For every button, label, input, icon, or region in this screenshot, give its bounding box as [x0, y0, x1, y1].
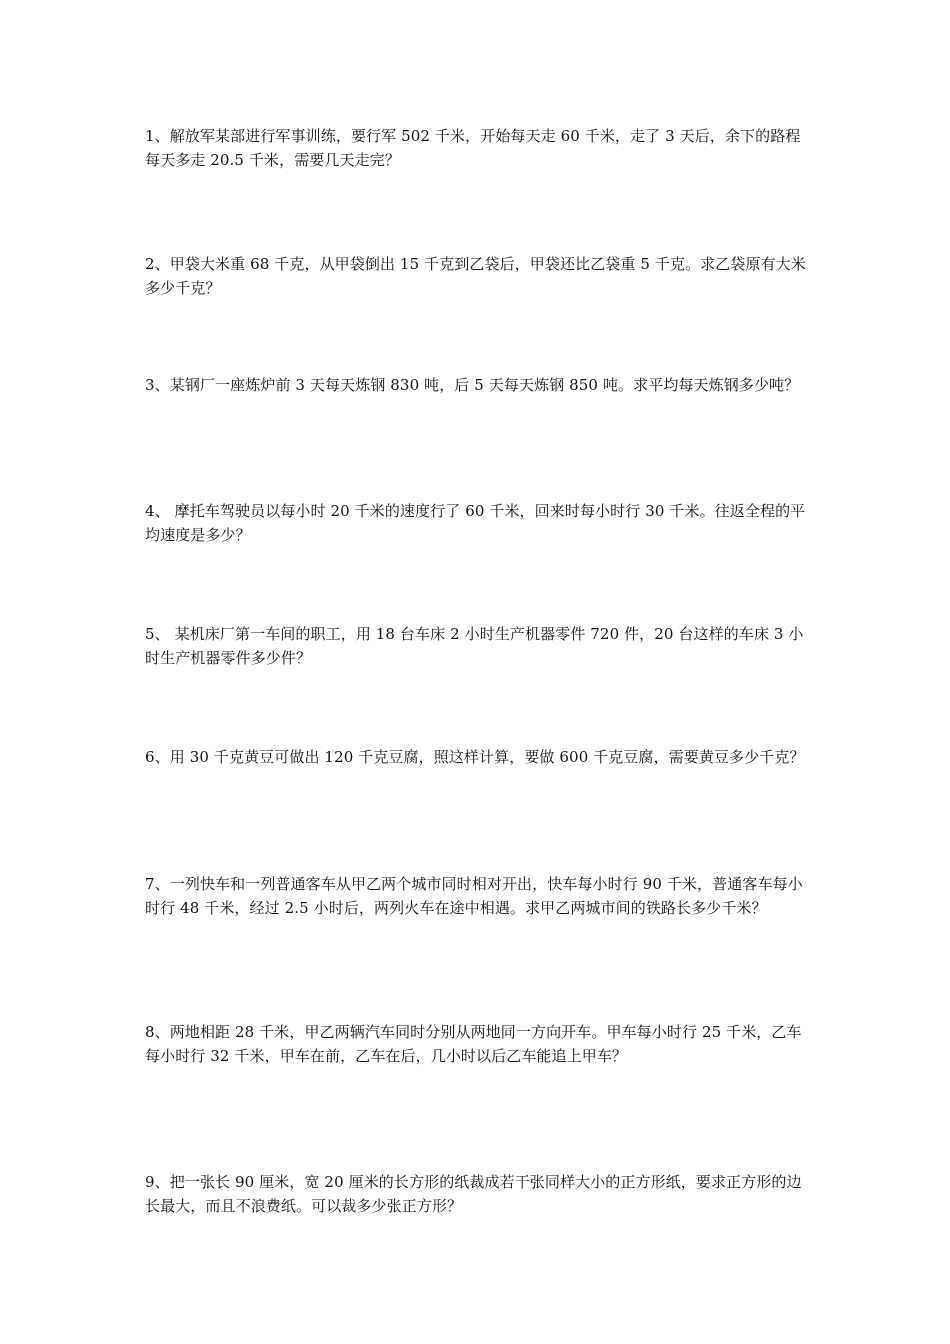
problem-9: 9、把一张长 90 厘米，宽 20 厘米的长方形的纸裁成若干张同样大小的正方形纸，要求正方形的边长最大，而且不浪费纸。可以裁多少张正方形？	[145, 1173, 802, 1215]
problem-6: 6、用 30 千克黄豆可做出 120 千克豆腐，照这样计算，要做 600 千克豆腐，需要黄豆多少千克？	[145, 748, 805, 766]
problem-5: 5、 某机床厂第一车间的职工，用 18 台车床 2 小时生产机器零件 720 件，20 台这样的车床 3 小时生产机器零件多少件？	[145, 625, 804, 667]
problem-3: 3、某钢厂一座炼炉前 3 天每天炼钢 830 吨，后 5 天每天炼钢 850 吨。求平均每天炼钢多少吨？	[145, 376, 800, 394]
problem-8: 8、两地相距 28 千米，甲乙两辆汽车同时分别从两地同一方向开车。甲车每小时行 25 千米，乙车每小时行 32 千米，甲车在前，乙车在后，几小时以后乙车能追上甲车？	[145, 1023, 802, 1065]
problem-2: 2、甲袋大米重 68 千克，从甲袋倒出 15 千克到乙袋后，甲袋还比乙袋重 5 千克。求乙袋原有大米多少千克？	[145, 255, 806, 297]
problem-4: 4、 摩托车驾驶员以每小时 20 千米的速度行了 60 千米，回来时每小时行 30 千米。往返全程的平均速度是多少？	[145, 502, 806, 544]
problem-1: 1、解放军某部进行军事训练，要行军 502 千米，开始每天走 60 千米，走了 3 天后，余下的路程每天多走 20.5 千米，需要几天走完？	[145, 127, 801, 169]
problem-7: 7、一列快车和一列普通客车从甲乙两个城市同时相对开出，快车每小时行 90 千米，普通客车每小时行 48 千米，经过 2.5 小时后，两列火车在途中相遇。求甲乙两城市间的铁路长多少千米？	[145, 875, 803, 917]
